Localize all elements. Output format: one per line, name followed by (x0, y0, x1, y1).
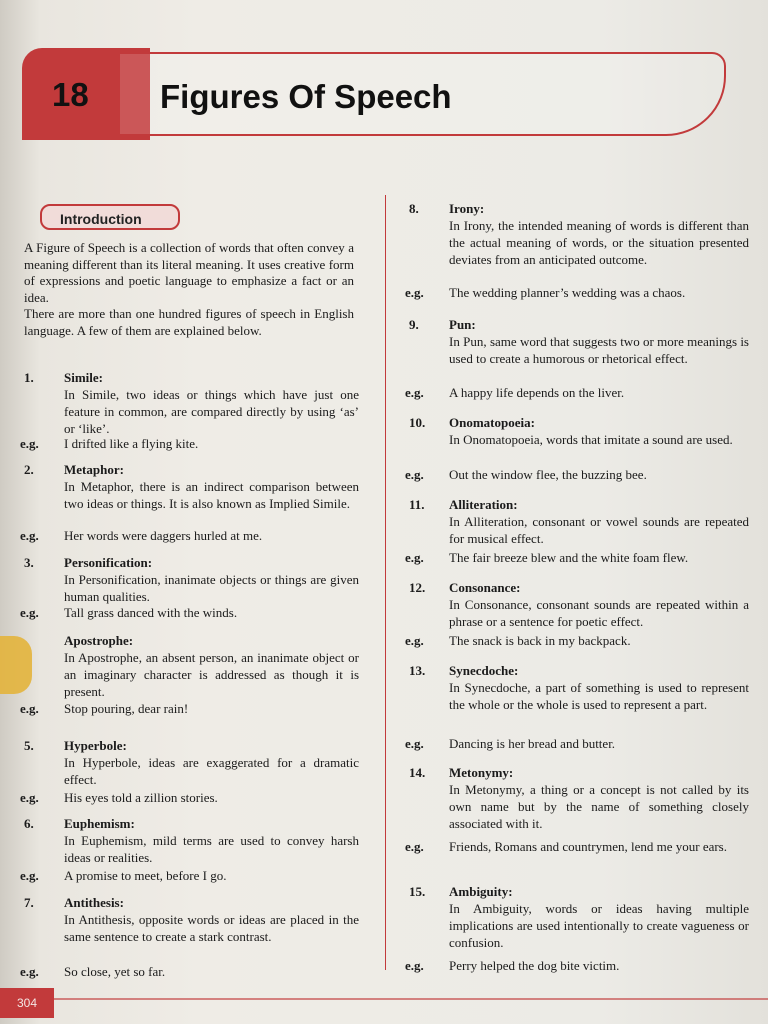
intro-paragraph-2: There are more than one hundred figures of speech in English language. A few of them are explained below. (24, 306, 354, 338)
item-description: In Irony, the intended meaning of words is different than the actual meaning of words, or the situation presented deviates from an anticipated outcome. (449, 218, 749, 267)
example-text: Out the window flee, the buzzing bee. (449, 467, 647, 482)
introduction-text (24, 240, 354, 339)
example-label: e.g. (405, 839, 424, 854)
example-label: e.g. (405, 467, 424, 482)
item-number: 9. (409, 317, 419, 332)
column-divider (385, 195, 386, 970)
item-number: 7. (24, 895, 34, 910)
item-number: 11. (409, 497, 425, 512)
item-number: 1. (24, 370, 34, 385)
item-number: 13. (409, 663, 426, 678)
example-label: e.g. (405, 633, 424, 648)
example-label: e.g. (20, 964, 39, 979)
item-number: 8. (409, 201, 419, 216)
item-number: 2. (24, 462, 34, 477)
item-title: Apostrophe: (64, 633, 134, 648)
item-description: In Synecdoche, a part of something is used to represent the whole or the whole is used to represent a part. (449, 680, 749, 712)
item-title: Pun: (449, 317, 476, 332)
example-text: So close, yet so far. (64, 964, 166, 979)
item-description: In Simile, two ideas or things which have just one feature in common, are compared directly by using ‘as’ or ‘like’. (64, 387, 359, 436)
item-description: In Onomatopoeia, words that imitate a sound are used. (449, 432, 733, 447)
item-title: Hyperbole: (64, 738, 127, 753)
item-description: In Euphemism, mild terms are used to convey harsh ideas or realities. (64, 833, 359, 865)
example-text: A promise to meet, before I go. (64, 868, 227, 883)
item-description: In Antithesis, opposite words or ideas are placed in the same sentence to create a stark contrast. (64, 912, 359, 944)
example-label: e.g. (20, 701, 39, 716)
example-label: e.g. (405, 958, 424, 973)
item-description: In Ambiguity, words or ideas having multiple implications are used intentionally to create vagueness or confusion. (449, 901, 749, 950)
example-text: The fair breeze blew and the white foam flew. (449, 550, 689, 565)
item-title: Personification: (64, 555, 153, 570)
example-label: e.g. (405, 385, 424, 400)
item-title: Synecdoche: (449, 663, 519, 678)
item-title: Metaphor: (64, 462, 124, 477)
example-text: His eyes told a zillion stories. (64, 790, 218, 805)
item-number: 12. (409, 580, 426, 595)
item-description: In Apostrophe, an absent person, an inanimate object or an imaginary character is addressed as though it is present. (64, 650, 359, 699)
item-title: Euphemism: (64, 816, 135, 831)
example-text: Dancing is her bread and butter. (449, 736, 616, 751)
example-label: e.g. (405, 285, 424, 300)
example-text: Her words were daggers hurled at me. (64, 528, 263, 543)
example-label: e.g. (20, 436, 39, 451)
item-title: Irony: (449, 201, 485, 216)
example-text: The snack is back in my backpack. (449, 633, 631, 648)
item-title: Onomatopoeia: (449, 415, 535, 430)
introduction-badge: Introduction (40, 204, 180, 230)
item-title: Consonance: (449, 580, 521, 595)
example-text: I drifted like a flying kite. (64, 436, 199, 451)
page-number: 304 (0, 988, 54, 1018)
footer-line (54, 998, 768, 1000)
item-number: 10. (409, 415, 426, 430)
example-text: Tall grass danced with the winds. (64, 605, 238, 620)
item-number: 3. (24, 555, 34, 570)
example-text: The wedding planner’s wedding was a chaos. (449, 285, 686, 300)
example-label: e.g. (20, 790, 39, 805)
item-title: Metonymy: (449, 765, 514, 780)
item-description: In Consonance, consonant sounds are repeated within a phrase or a sentence for poetic effect. (449, 597, 749, 629)
example-label: e.g. (405, 736, 424, 751)
intro-paragraph-1: A Figure of Speech is a collection of words that often convey a meaning different than its literal meaning. It uses creative form of expressions and poetic language to emphasize a fact or an idea. (24, 240, 354, 305)
item-title: Simile: (64, 370, 103, 385)
item-number: 6. (24, 816, 34, 831)
chapter-title: Figures Of Speech (160, 78, 452, 115)
item-number: 14. (409, 765, 426, 780)
example-text: Friends, Romans and countrymen, lend me your ears. (449, 839, 727, 854)
item-description: In Alliteration, consonant or vowel sounds are repeated for musical effect. (449, 514, 749, 546)
example-text: Perry helped the dog bite victim. (449, 958, 620, 973)
item-description: In Pun, same word that suggests two or more meanings is used to create a humorous or rhetorical effect. (449, 334, 749, 366)
item-description: In Hyperbole, ideas are exaggerated for a dramatic effect. (64, 755, 359, 787)
item-title: Antithesis: (64, 895, 124, 910)
example-label: e.g. (405, 550, 424, 565)
item-description: In Personification, inanimate objects or things are given human qualities. (64, 572, 359, 604)
item-description: In Metaphor, there is an indirect comparison between two ideas or things. It is also known as Implied Simile. (64, 479, 359, 511)
item-number: 15. (409, 884, 426, 899)
item-title: Ambiguity: (449, 884, 513, 899)
example-text: A happy life depends on the liver. (449, 385, 625, 400)
item-title: Alliteration: (449, 497, 518, 512)
item-description: In Metonymy, a thing or a concept is not called by its own name but by the name of something closely associated with it. (449, 782, 749, 831)
item-number: 5. (24, 738, 34, 753)
example-text: Stop pouring, dear rain! (64, 701, 189, 716)
chapter-number: 18 (52, 76, 89, 113)
sticky-note-tab (0, 636, 32, 694)
example-label: e.g. (20, 605, 39, 620)
example-label: e.g. (20, 528, 39, 543)
example-label: e.g. (20, 868, 39, 883)
